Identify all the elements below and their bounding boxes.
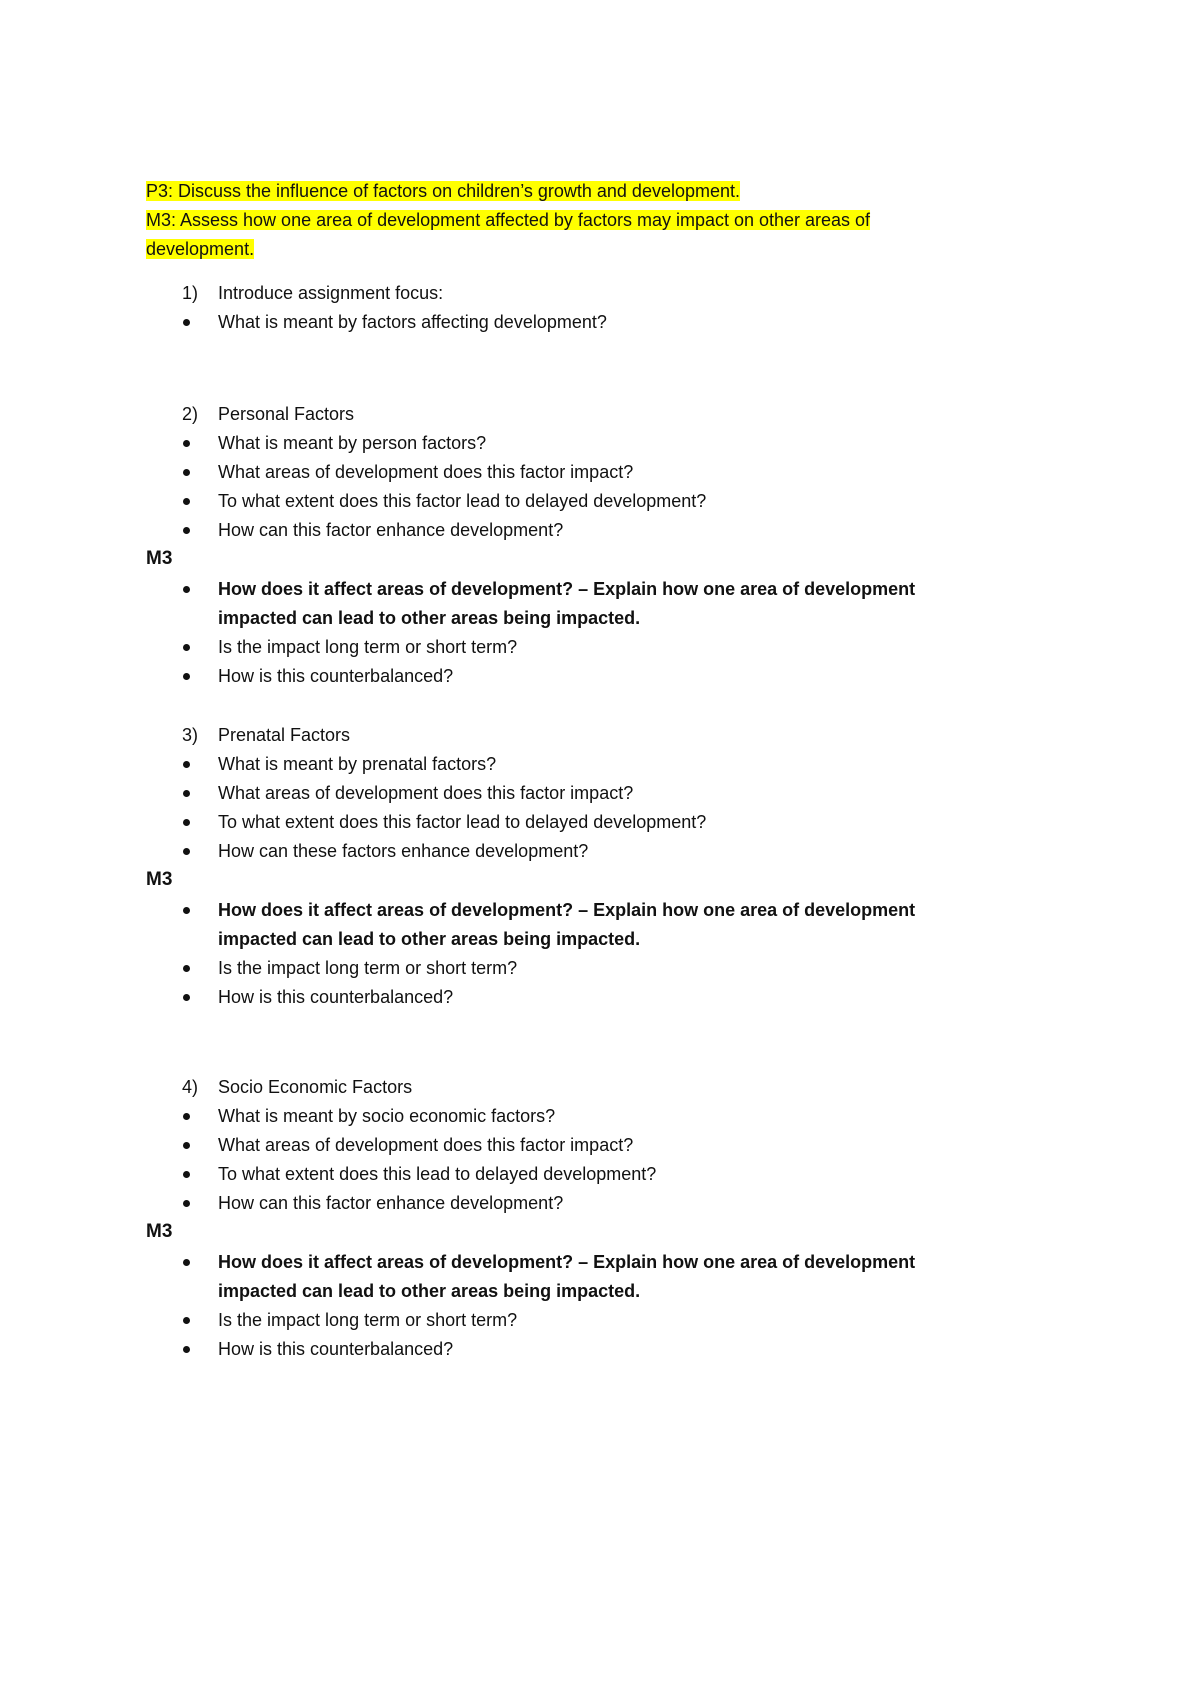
m3-question: How does it affect areas of development? – Explain how one area of development [218, 1252, 916, 1272]
section-title: Prenatal Factors [218, 725, 351, 745]
section-number: 2) [182, 404, 199, 424]
assignment-criteria-m3-cont [146, 236, 254, 262]
bullet-icon [183, 751, 195, 777]
m3-highlight-line2: development. [146, 239, 255, 259]
list-item: How is this counterbalanced? [218, 1339, 454, 1359]
bullet-icon [183, 459, 195, 485]
list-item: What areas of development does this factor impact? [218, 783, 634, 803]
list-item: Is the impact long term or short term? [218, 637, 518, 657]
assignment-criteria-m3 [146, 207, 870, 233]
list-item: How is this counterbalanced? [218, 666, 454, 686]
m3-question: How does it affect areas of development? – Explain how one area of development [218, 900, 916, 920]
section-title: Introduce assignment focus: [218, 283, 444, 303]
m3-highlight-line1: M3: Assess how one area of development affected by factors may impact on other areas of [146, 210, 871, 230]
bullet-icon [183, 780, 195, 806]
assignment-criteria-p3 [146, 178, 740, 204]
list-item: What is meant by person factors? [218, 433, 487, 453]
m3-question-cont: impacted can lead to other areas being impacted. [218, 929, 641, 949]
list-item: What areas of development does this factor impact? [218, 462, 634, 482]
bullet-icon [183, 1103, 195, 1129]
list-item: What is meant by prenatal factors? [218, 754, 497, 774]
list-item: What is meant by factors affecting development? [218, 312, 607, 332]
bullet-icon [183, 576, 195, 602]
list-item: How is this counterbalanced? [218, 987, 454, 1007]
list-item: How can these factors enhance development? [218, 841, 589, 861]
bullet-icon [183, 309, 195, 335]
list-item: What is meant by socio economic factors? [218, 1106, 556, 1126]
bullet-icon [183, 1190, 195, 1216]
p3-highlight: P3: Discuss the influence of factors on children’s growth and development. [146, 181, 740, 201]
list-item: How can this factor enhance development? [218, 1193, 564, 1213]
section-title: Personal Factors [218, 404, 355, 424]
bullet-icon [183, 809, 195, 835]
bullet-icon [183, 488, 195, 514]
bullet-icon [183, 1336, 195, 1362]
m3-question-cont: impacted can lead to other areas being impacted. [218, 1281, 641, 1301]
bullet-icon [183, 897, 195, 923]
bullet-icon [183, 984, 195, 1010]
section-number: 4) [182, 1077, 199, 1097]
bullet-icon [183, 430, 195, 456]
m3-label: M3 [146, 1221, 173, 1242]
m3-question-cont: impacted can lead to other areas being impacted. [218, 608, 641, 628]
bullet-icon [183, 955, 195, 981]
bullet-icon [183, 517, 195, 543]
list-item: To what extent does this factor lead to delayed development? [218, 812, 707, 832]
bullet-icon [183, 1249, 195, 1275]
list-item: Is the impact long term or short term? [218, 1310, 518, 1330]
bullet-icon [183, 1132, 195, 1158]
list-item: How can this factor enhance development? [218, 520, 564, 540]
m3-question: How does it affect areas of development? – Explain how one area of development [218, 579, 916, 599]
list-item: Is the impact long term or short term? [218, 958, 518, 978]
m3-label: M3 [146, 869, 173, 890]
section-number: 1) [182, 283, 199, 303]
bullet-icon [183, 634, 195, 660]
list-item: To what extent does this factor lead to delayed development? [218, 491, 707, 511]
bullet-icon [183, 1161, 195, 1187]
bullet-icon [183, 838, 195, 864]
list-item: What areas of development does this factor impact? [218, 1135, 634, 1155]
list-item: To what extent does this lead to delayed development? [218, 1164, 657, 1184]
section-title: Socio Economic Factors [218, 1077, 413, 1097]
section-number: 3) [182, 725, 199, 745]
m3-label: M3 [146, 548, 173, 569]
bullet-icon [183, 1307, 195, 1333]
bullet-icon [183, 663, 195, 689]
